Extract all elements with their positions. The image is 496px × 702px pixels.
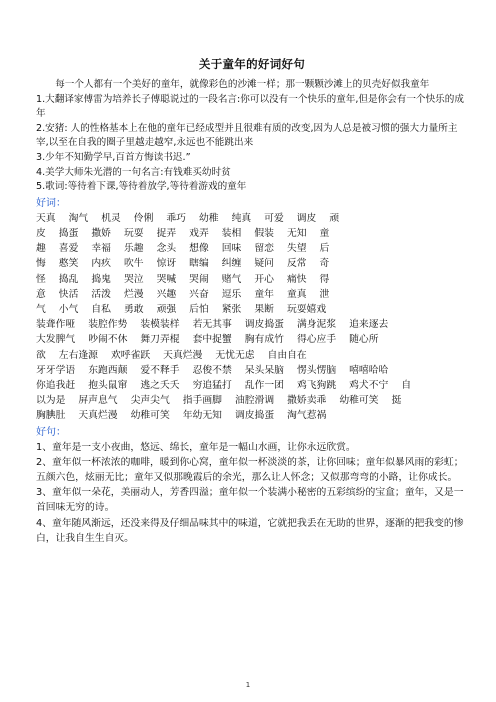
word-line	[36, 317, 468, 332]
intro-paragraph: 每一个人都有一个美好的童年，就像彩色的沙滩一样；那一颗颗沙滩上的贝壳好似我童年	[55, 79, 430, 90]
word-item: 皮	[36, 227, 46, 239]
word-item: 无忧无虑	[215, 349, 255, 361]
word-item: 装模装样	[140, 319, 180, 331]
word-item: 玩耍	[123, 227, 144, 239]
word-item: 紧张	[221, 303, 242, 315]
word-item: 玩耍嬉戏	[286, 303, 327, 315]
word-line	[36, 378, 468, 393]
word-item: 幼稚可笑	[339, 395, 379, 407]
word-line	[36, 272, 468, 287]
word-item: 天真	[36, 212, 56, 224]
word-line	[36, 363, 468, 378]
page-title: 关于童年的好词好句	[198, 57, 306, 71]
word-item: 瞎编	[189, 258, 209, 270]
word-item: 嘻嘻哈哈	[349, 364, 389, 376]
word-item: 指手画脚	[182, 395, 222, 407]
word-item: 捣蛋	[58, 227, 79, 239]
word-item: 套中捉蟹	[192, 334, 232, 346]
word-item: 悔	[36, 258, 46, 270]
word-item: 逃之夭夭	[140, 379, 180, 391]
word-item: 趣	[36, 243, 46, 255]
word-item: 吵闹不休	[88, 334, 128, 346]
word-item: 活泼	[91, 288, 111, 300]
word-item: 调皮	[296, 212, 317, 224]
word-line	[36, 408, 468, 423]
word-item: 疑问	[254, 258, 274, 270]
word-item: 失望	[286, 243, 307, 255]
word-item: 童年	[254, 288, 274, 300]
word-item: 装聋作哑	[36, 319, 76, 331]
word-item: 得	[319, 273, 330, 285]
word-item: 乐趣	[123, 243, 144, 255]
word-line	[36, 287, 468, 302]
word-item: 赌气	[221, 273, 242, 285]
word-item: 追来逐去	[349, 319, 389, 331]
word-item: 怪	[36, 273, 46, 285]
sentence-item: 2、童年似一杯浓浓的咖啡，暖到你心窝，童年似一杯淡淡的茶，让你回味；童年似暴风雨的彩虹；五颜六色，炫丽无比；童年又似那晚霞后的余光，那么让人怀念；又似那弯弯的小路，让你成长。	[36, 456, 464, 483]
word-item: 满身泥浆	[296, 319, 337, 331]
word-item: 舞刀弄棍	[140, 334, 180, 346]
word-item: 淘气	[68, 212, 89, 224]
word-item: 童真	[286, 288, 307, 300]
word-item: 你追我赶	[36, 379, 76, 391]
word-item: 撒娇卖乖	[287, 395, 327, 407]
word-line	[36, 226, 468, 241]
word-item: 撒娇	[91, 227, 111, 239]
word-item: 左右逢源	[58, 349, 98, 361]
quote-item: 4.美学大师朱光潜的一句名言:有钱难买幼时贫	[36, 166, 231, 178]
word-line	[36, 393, 468, 408]
word-item: 鸡飞狗跳	[296, 379, 337, 391]
quote-item: 1.大翻译家傅雷为培养长子傅聪说过的一段名言:你可以没有一个快乐的童年,但是你会有一个快乐的成年	[36, 93, 464, 120]
word-item: 反常	[286, 258, 307, 270]
word-item: 淘气惹祸	[287, 410, 327, 422]
word-item: 内疚	[91, 258, 111, 270]
word-item: 随心所	[349, 334, 379, 346]
word-item: 欢呼雀跃	[110, 349, 151, 361]
word-item: 兴奋	[189, 288, 209, 300]
word-item: 幸福	[91, 243, 111, 255]
word-line	[36, 256, 468, 271]
word-item: 东跑西颠	[88, 364, 128, 376]
word-item: 自	[401, 379, 412, 391]
word-item: 自私	[91, 303, 111, 315]
word-line	[36, 348, 468, 363]
sentence-item: 4、童年随风渐远，还没来得及仔细品味其中的味道，它就把我丢在无助的世界，逐渐的把我变的惨白，让我自生生自灭。	[36, 517, 464, 544]
word-item: 快活	[58, 288, 79, 300]
word-item: 哭喊	[156, 273, 177, 285]
word-item: 挺	[391, 395, 402, 407]
word-item: 捣乱	[58, 273, 79, 285]
word-line	[36, 302, 468, 317]
word-item: 捣鬼	[91, 273, 111, 285]
word-item: 留恋	[254, 243, 274, 255]
word-item: 气	[36, 303, 46, 315]
good-sentences-heading: 好句：	[36, 426, 66, 438]
word-item: 哭闹	[189, 273, 209, 285]
word-item: 幼稚	[198, 212, 219, 224]
word-item: 油腔滑调	[234, 395, 275, 407]
word-item: 回味	[221, 243, 242, 255]
word-item: 烂漫	[123, 288, 144, 300]
word-item: 若无其事	[192, 319, 232, 331]
word-item: 勇敢	[123, 303, 144, 315]
sentence-list	[36, 440, 468, 546]
word-item: 憨笑	[58, 258, 79, 270]
word-item: 吹牛	[123, 258, 144, 270]
good-words-block	[36, 211, 468, 424]
word-item: 大发脾气	[36, 334, 76, 346]
word-item: 机灵	[101, 212, 121, 224]
word-item: 童	[319, 227, 330, 239]
word-item: 逗乐	[221, 288, 242, 300]
quote-item: 3.少年不知勤学早,百首方悔读书迟.”	[36, 151, 191, 163]
word-item: 可爱	[264, 212, 284, 224]
word-line	[36, 211, 468, 226]
word-item: 年幼无知	[182, 410, 222, 422]
word-item: 小气	[58, 303, 79, 315]
page-number: 1	[245, 681, 251, 689]
word-item: 惊讶	[156, 258, 177, 270]
word-item: 胸有成竹	[244, 334, 284, 346]
word-item: 果断	[254, 303, 274, 315]
word-item: 兴趣	[156, 288, 177, 300]
word-item: 意	[36, 288, 46, 300]
word-item: 乖巧	[166, 212, 186, 224]
word-item: 后怕	[189, 303, 209, 315]
word-item: 装腔作势	[88, 319, 128, 331]
word-item: 呆头呆脑	[244, 364, 284, 376]
word-item: 抱头鼠窜	[88, 379, 128, 391]
word-item: 泄	[319, 288, 330, 300]
word-item: 幼稚可笑	[130, 410, 170, 422]
word-item: 奇	[319, 258, 330, 270]
word-item: 喜爱	[58, 243, 79, 255]
word-item: 后	[319, 243, 330, 255]
word-item: 穷追猛打	[192, 379, 232, 391]
quote-item: 5.歌词:等待着下课,等待着放学,等待着游戏的童年	[36, 181, 247, 193]
word-item: 爱不释手	[140, 364, 180, 376]
quote-list	[36, 93, 468, 195]
word-item: 痛快	[286, 273, 307, 285]
word-item: 尖声尖气	[130, 395, 170, 407]
sentence-item: 3、童年似一朵花，美丽动人，芳香四溢；童年似一个装满小秘密的五彩缤纷的宝盒；童年，又是一首回味无穷的诗。	[36, 487, 464, 514]
word-item: 得心应手	[296, 334, 337, 346]
quote-item: 2.安猪: 人的性格基本上在他的童年已经成型并且很难有质的改变,因为人总是被习惯的强大力量所主宰,以至在自我的圈子里越走越窄,永远也不能跳出来	[36, 122, 458, 149]
word-item: 欲	[36, 349, 46, 361]
word-item: 无知	[286, 227, 307, 239]
word-item: 戏弄	[189, 227, 209, 239]
word-item: 假装	[254, 227, 274, 239]
word-item: 念头	[156, 243, 177, 255]
word-item: 捉弄	[156, 227, 177, 239]
word-item: 纯真	[231, 212, 252, 224]
word-item: 天真烂漫	[163, 349, 203, 361]
word-item: 想像	[189, 243, 209, 255]
word-item: 纠缠	[221, 258, 242, 270]
word-item: 顽	[329, 212, 340, 224]
word-item: 愣头愣脑	[296, 364, 337, 376]
word-item: 伶俐	[133, 212, 154, 224]
word-item: 顽强	[156, 303, 177, 315]
word-line	[36, 241, 468, 256]
word-item: 天真烂漫	[78, 410, 118, 422]
word-item: 哭泣	[123, 273, 144, 285]
word-item: 自由自在	[267, 349, 307, 361]
word-item: 乱作一团	[244, 379, 284, 391]
word-item: 屏声息气	[78, 395, 118, 407]
word-item: 调皮捣蛋	[234, 410, 275, 422]
word-item: 鸡犬不宁	[349, 379, 389, 391]
word-item: 忍俊不禁	[192, 364, 232, 376]
sentence-item: 1、童年是一支小夜曲，悠远、绵长，童年是一幅山水画，让你永远欣赏。	[36, 441, 356, 453]
word-item: 调皮捣蛋	[244, 319, 284, 331]
word-item: 以为是	[36, 395, 66, 407]
word-item: 牙牙学语	[36, 364, 76, 376]
word-item: 装相	[221, 227, 242, 239]
good-words-heading: 好词：	[36, 197, 66, 209]
word-item: 胸腆肚	[36, 410, 66, 422]
word-item: 开心	[254, 273, 274, 285]
word-line	[36, 332, 468, 347]
